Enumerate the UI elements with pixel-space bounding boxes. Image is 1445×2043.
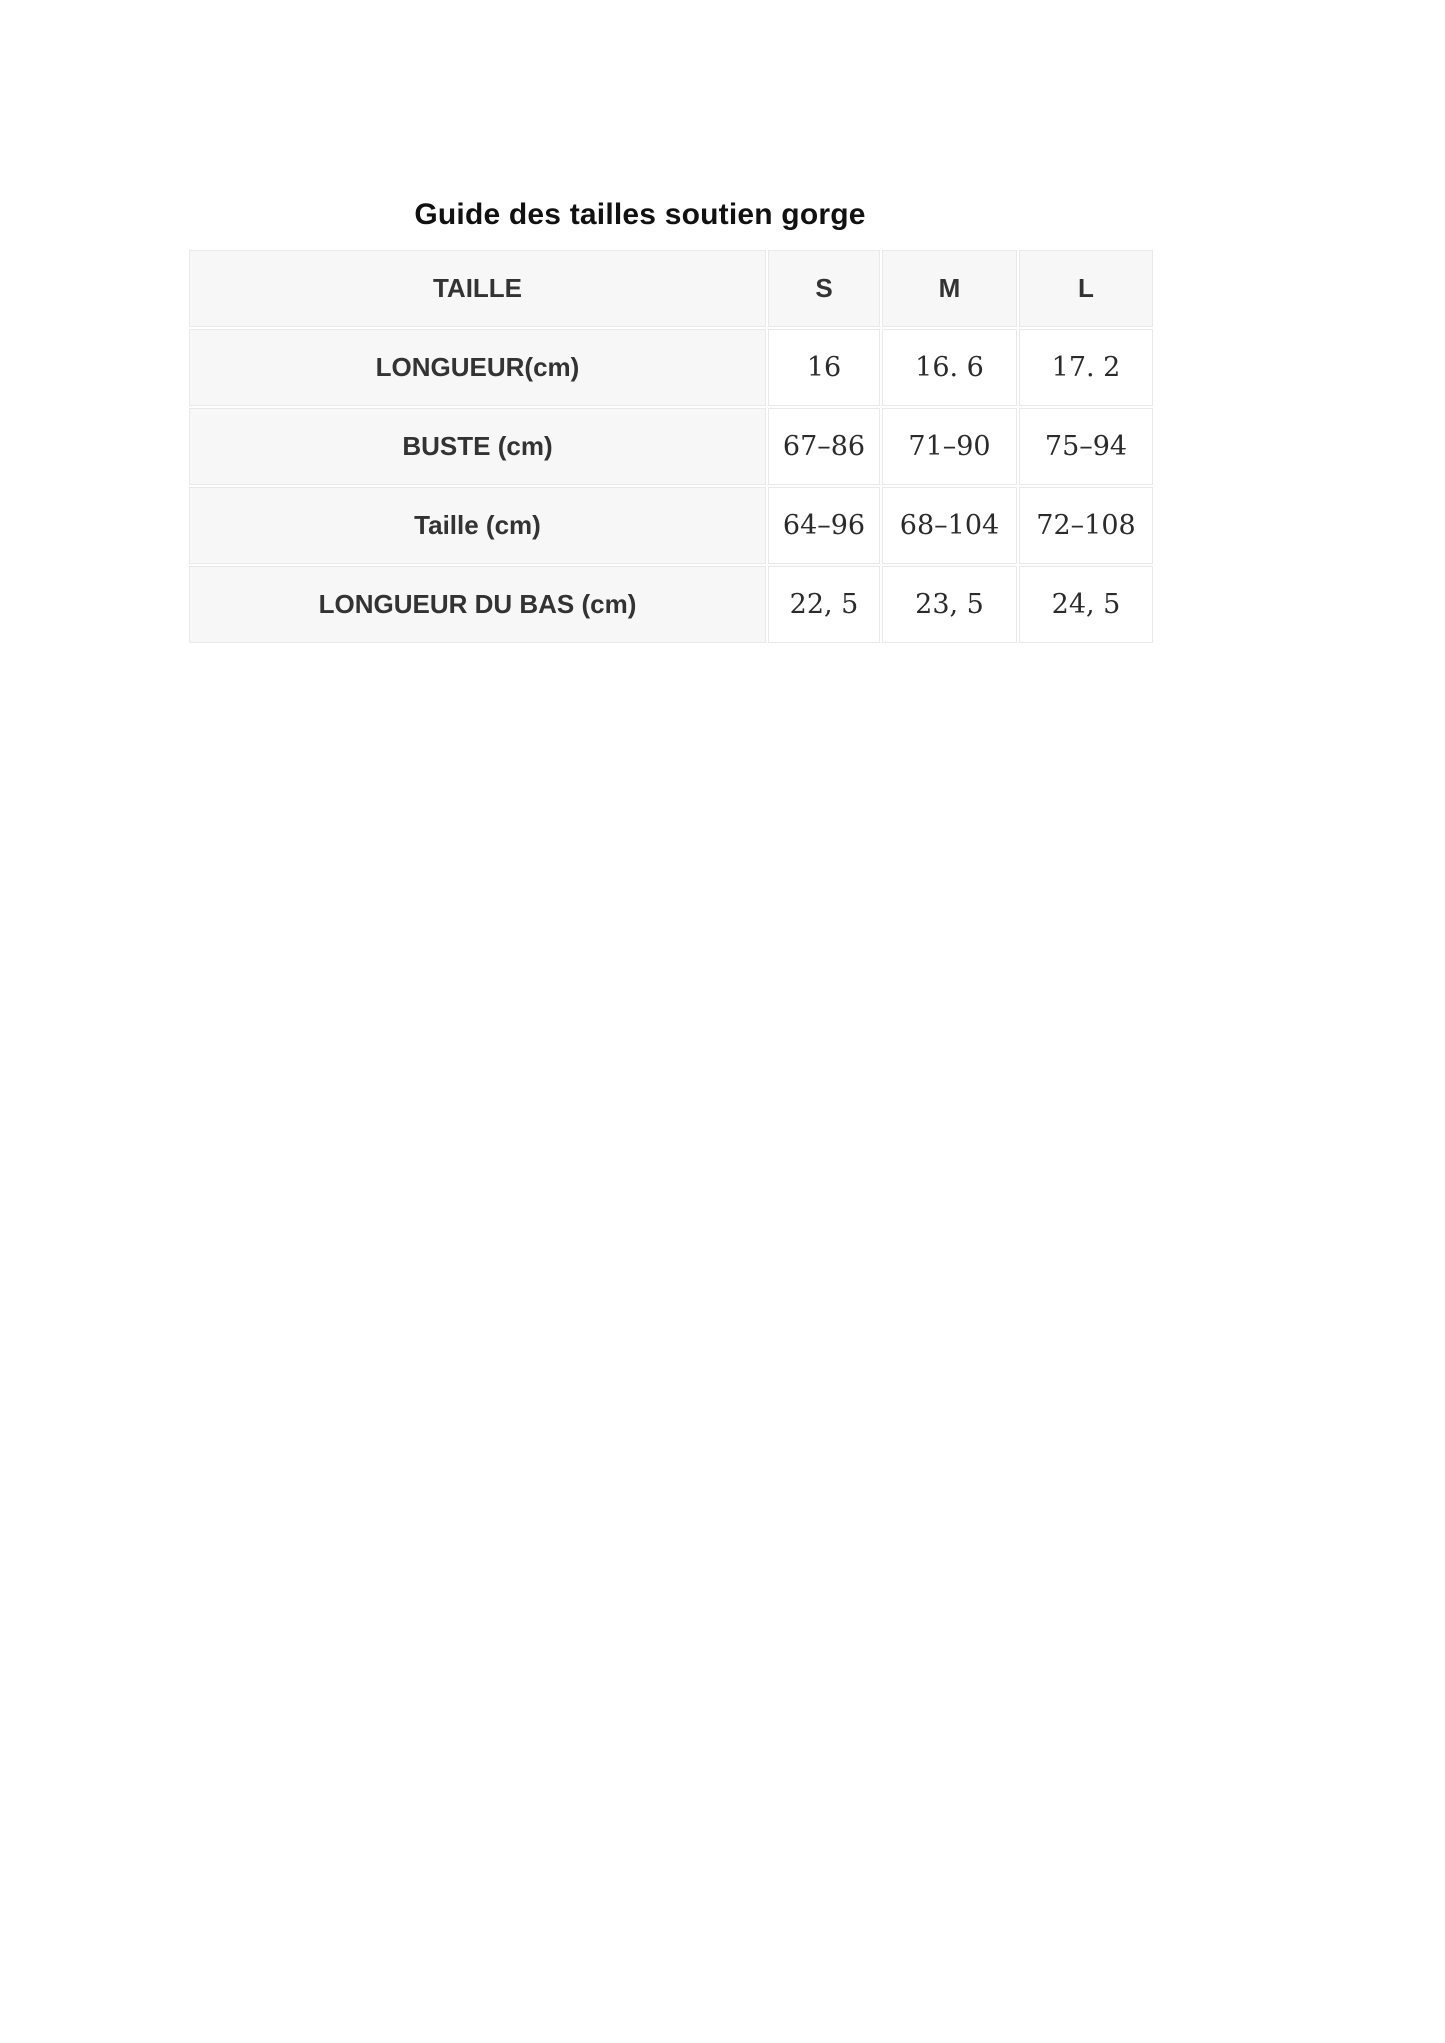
table-row	[189, 566, 1153, 643]
table-row	[189, 408, 1153, 485]
table-header-row	[189, 250, 1153, 327]
table-cell: 68–104	[882, 487, 1017, 564]
table-cell: 17. 2	[1019, 329, 1153, 406]
table-cell: 16	[768, 329, 880, 406]
column-header-s: S	[768, 250, 880, 327]
column-header-l: L	[1019, 250, 1153, 327]
page-title: Guide des tailles soutien gorge	[414, 198, 866, 231]
column-header-m: M	[882, 250, 1017, 327]
size-guide-table	[187, 248, 1155, 645]
row-label-taille: Taille (cm)	[189, 487, 766, 564]
column-header-taille: TAILLE	[189, 250, 766, 327]
row-label-longueur: LONGUEUR(cm)	[189, 329, 766, 406]
table-cell: 71–90	[882, 408, 1017, 485]
table-cell: 16. 6	[882, 329, 1017, 406]
row-label-longueur-du-bas: LONGUEUR DU BAS (cm)	[189, 566, 766, 643]
table-cell: 24, 5	[1019, 566, 1153, 643]
table-cell: 75–94	[1019, 408, 1153, 485]
table-cell: 67–86	[768, 408, 880, 485]
table-row	[189, 329, 1153, 406]
table-cell: 23, 5	[882, 566, 1017, 643]
table-cell: 72–108	[1019, 487, 1153, 564]
table-row	[189, 487, 1153, 564]
row-label-buste: BUSTE (cm)	[189, 408, 766, 485]
table-cell: 22, 5	[768, 566, 880, 643]
table-cell: 64–96	[768, 487, 880, 564]
